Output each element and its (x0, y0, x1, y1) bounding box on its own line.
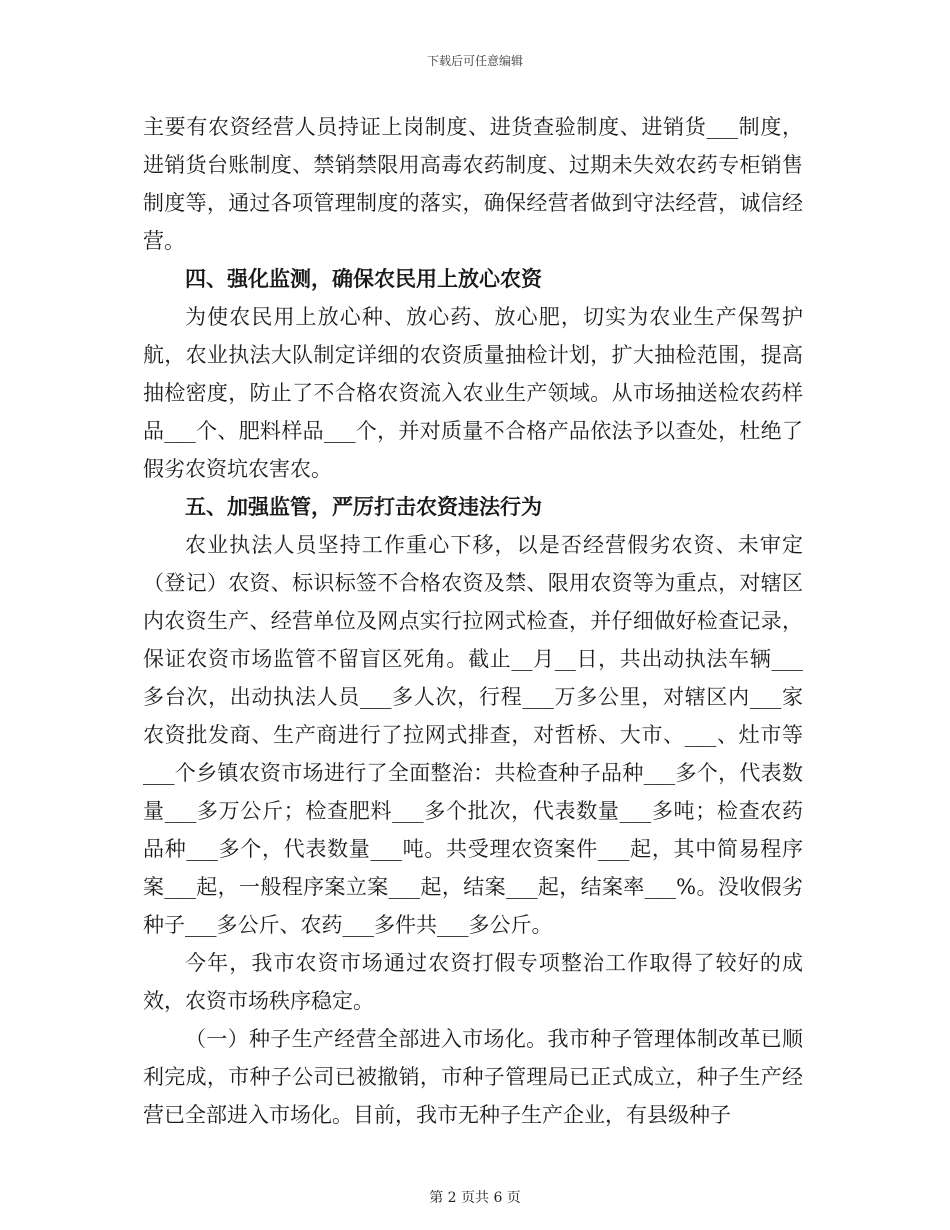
paragraph-continued: 主要有农资经营人员持证上岗制度、进货查验制度、进销货___制度，进销货台账制度、禁销禁限用高毒农药制度、过期未失效农药专柜销售制度等，通过各项管理制度的落实，确保经营者做到守法经营，诚信经营。 (143, 115, 803, 253)
paragraph-section-5: 农业执法人员坚持工作重心下移，以是否经营假劣农资、未审定（登记）农资、标识标签不合格农资及禁、限用农资等为重点，对辖区内农资生产、经营单位及网点实行拉网式检查，并仔细做好检查记录，保证农资市场监管不留盲区死角。截止__月__日，共出动执法车辆___多台次，出动执法人员___多人次，行程___万多公里，对辖区内___家农资批发商、生产商进行了拉网式排查，对哲桥、大市、___、灶市等___个乡镇农资市场进行了全面整治：共检查种子品种___多个，代表数量___多万公斤；检查肥料___多个批次，代表数量___多吨；检查农药品种___多个，代表数量___吨。共受理农资案件___起，其中简易程序案___起，一般程序案立案___起，结案___起，结案率___%。没收假劣种子___多公斤、农药___多件共___多公斤。 (143, 533, 803, 937)
paragraph-seed-market: （一）种子生产经营全部进入市场化。我市种子管理体制改革已顺利完成，市种子公司已被撤销，市种子管理局已正式成立，种子生产经营已全部进入市场化。目前，我市无种子生产企业，有县级种子 (143, 1027, 803, 1127)
paragraph-section-4: 为使农民用上放心种、放心药、放心肥，切实为农业生产保驾护航，农业执法大队制定详细的农资质量抽检计划，扩大抽检范围，提高抽检密度，防止了不合格农资流入农业生产领域。从市场抽送检农药样品___个、肥料样品___个，并对质量不合格产品依法予以查处，杜绝了假劣农资坑农害农。 (143, 305, 803, 481)
section-heading-5: 五、加强监管，严厉打击农资违法行为 (185, 495, 542, 519)
page-footer: 第 2 页共 6 页 (429, 1190, 521, 1206)
paragraph-summary: 今年，我市农资市场通过农资打假专项整治工作取得了较好的成效，农资市场秩序稳定。 (143, 951, 803, 1013)
page-header: 下载后可任意编辑 (426, 54, 523, 68)
section-heading-4: 四、强化监测，确保农民用上放心农资 (185, 267, 542, 291)
document-body (143, 108, 803, 1134)
